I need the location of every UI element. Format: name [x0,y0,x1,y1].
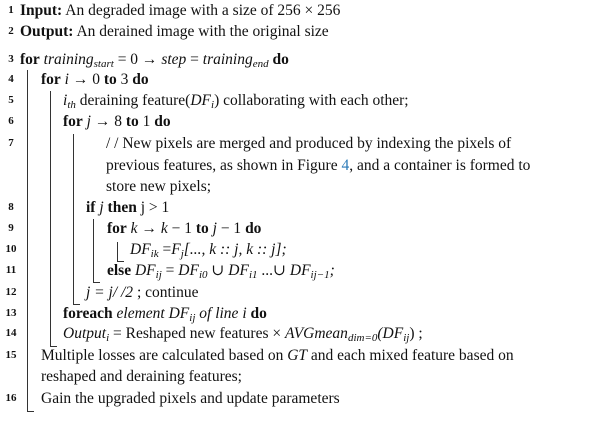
text: 3 [116,71,133,88]
line-text: An degraded image with a size of 256 × 256 [65,2,341,19]
subscript: ik [150,248,159,260]
comment-text: store new pixels; [106,178,212,195]
algo-line-7-cont [106,156,530,176]
var: DF [190,92,212,109]
line-number: 1 [8,4,14,16]
var: j [212,220,217,237]
var: i [63,92,68,109]
algo-line-14 [63,324,423,344]
text: ...∪ [257,262,290,279]
algo-line-7-comment [106,134,511,154]
text: ) collaborating with each other; [214,92,409,109]
text: → 0 [68,71,104,88]
algo-line-12 [86,283,199,303]
text: deraining feature( [75,92,191,109]
text: 1 [138,113,155,130]
algo-line-5 [63,91,409,111]
block-bar-for-i [50,91,51,346]
var: training [43,51,94,68]
text: ; continue [133,284,199,301]
subscript: ij [155,269,162,281]
comment-text: previous features, as shown in Figure [106,157,342,174]
line-number: 4 [8,73,14,85]
text: element DF [116,305,190,322]
comment-text: / / New pixels are merged and produced by indexing the pixels of [106,135,512,152]
subscript: dim=0 [347,332,378,344]
line-number: 14 [5,327,17,339]
text: − 1 [167,220,196,237]
subscript: end [252,58,269,70]
line-number: 11 [5,264,17,276]
keyword-to: to [195,220,209,237]
algo-line-16 [41,389,340,409]
algo-line-input [20,1,340,21]
keyword-do: do [272,51,289,68]
function: AVGmean [285,325,348,342]
keyword-else: else [107,262,132,279]
keyword-foreach: foreach [63,305,113,322]
var: DF [134,262,156,279]
keyword-to: to [103,71,117,88]
keyword-input: Input: [20,2,63,19]
var: k [130,220,138,237]
text: → 8 [90,113,126,130]
text: Gain the upgraded pixels and update parameters [41,390,340,407]
text: = [161,262,179,279]
subscript: ij [189,312,196,324]
var: j [99,199,104,216]
var: k [160,220,168,237]
algo-line-9 [107,219,261,239]
figure-4-link[interactable]: 4 [341,157,350,174]
line-number: 12 [5,286,17,298]
var: F [171,241,181,258]
text: Multiple losses are calculated based on [41,347,288,364]
subscript: ij [403,332,410,344]
var: i [64,71,69,88]
keyword-if: if [86,199,96,216]
keyword-for: for [63,113,83,130]
text: (DF [377,325,404,342]
text: j > 1 [140,199,170,216]
line-number: 10 [5,243,17,255]
comment-text: , and a container is formed to [349,157,531,174]
block-bar-end [27,411,34,412]
algo-line-10 [130,240,287,260]
var: training [202,51,253,68]
block-bar-for-training [27,70,28,411]
keyword-to: to [125,113,139,130]
text: [..., k :: j, k :: j]; [183,241,287,258]
algo-line-13 [63,304,267,324]
expression: j = j/ /2 [86,284,134,301]
keyword-do: do [250,305,267,322]
line-number: 5 [8,94,14,106]
line-number: 2 [8,25,14,37]
line-number: 9 [8,222,14,234]
keyword-then: then [107,199,137,216]
algo-line-7-cont2 [106,177,211,197]
algo-line-4 [41,70,149,90]
subscript: j [180,248,184,260]
text: = Reshaped new features × [109,325,285,342]
var: j [86,113,91,130]
keyword-do: do [132,71,149,88]
text: reshaped and deraining features; [41,368,242,385]
var: Output [63,325,107,342]
subscript: i1 [248,269,258,281]
text: = [158,241,172,258]
text: → [137,220,161,237]
subscript: th [67,99,76,111]
keyword-do: do [154,113,171,130]
subscript: start [93,58,114,70]
text: = 0 → [113,51,162,68]
algo-line-15-cont [41,367,242,387]
algo-line-3 [20,50,289,70]
subscript: i [211,99,215,111]
line-number: 6 [8,115,14,127]
keyword-for: for [20,51,40,68]
subscript: i0 [198,269,208,281]
keyword-for: for [41,71,61,88]
text: of line i [195,305,247,322]
line-number: 15 [5,349,17,361]
text: ∪ [207,262,229,279]
subscript: ij−1 [310,269,330,281]
var: DF [228,262,249,279]
line-text: An derained image with the original size [76,23,329,40]
text: and each mixed feature based on [307,347,514,364]
keyword-for: for [107,220,127,237]
var: DF [178,262,199,279]
keyword-output: Output: [20,23,74,40]
algo-line-11 [107,261,335,281]
algo-line-6 [63,112,171,132]
var: DF [289,262,311,279]
var: GT [287,347,308,364]
line-number: 8 [8,201,14,213]
line-number: 7 [8,137,14,149]
algo-line-15 [41,346,514,366]
text: = [186,51,203,68]
text: ) ; [409,325,423,342]
subscript: i [106,332,110,344]
var: DF [130,241,151,258]
line-number: 13 [5,307,17,319]
keyword-do: do [245,220,262,237]
block-bar-for-j [73,134,74,304]
algo-line-output [20,22,329,42]
algo-line-8 [86,198,169,218]
text: − 1 [216,220,246,237]
var: step [161,51,187,68]
text: ; [329,262,335,279]
line-number: 3 [8,53,14,65]
block-bar-if [93,219,94,282]
line-number: 16 [5,392,17,404]
block-bar-for-k [117,242,118,261]
